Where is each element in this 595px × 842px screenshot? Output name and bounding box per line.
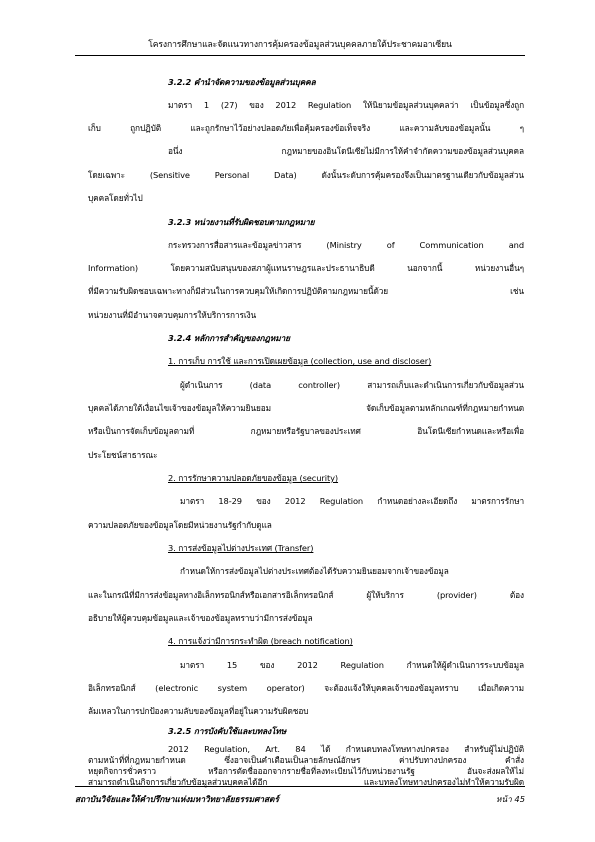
section-heading: 3.2.2 คำนำจัดความของข้อมูลส่วนบุคคล xyxy=(168,77,316,87)
footer-divider xyxy=(75,786,525,787)
paragraph-line: กำหนดให้การส่งข้อมูลไปต่างประเทศต้องได้รับความยินยอมจากเจ้าของข้อมูล xyxy=(180,566,449,576)
paragraph-line: ล้มเหลวในการปกป้องความลับของข้อมูลที่อยู่ในความรับผิดชอบ xyxy=(88,706,309,716)
paragraph-line: หรือเป็นการจัดเก็บข้อมูลตามที่ กฎหมายหรือรัฐบาลของประเทศ อินโดนีเซียกำหนดและหรือเพื่อ xyxy=(88,426,524,436)
paragraph-line: กระทรวงการสื่อสารและข้อมูลข่าวสาร (Ministry of Communication and xyxy=(168,240,524,250)
paragraph-line: และในกรณีที่มีการส่งข้อมูลทางอิเล็กทรอนิกส์หรือเอกสารอิเล็กทรอนิกส์ ผู้ให้บริการ (provider) ต้อง xyxy=(88,590,524,600)
header-title: โครงการศึกษาและจัดแนวทางการคุ้มครองข้อมูลส่วนบุคคลภายใต้ประชาคมอาเซียน xyxy=(148,40,452,50)
paragraph-line: หยุดกิจการชั่วคราว หรือการตัดชื่อออกจากรายชื่อที่ลงทะเบียนไว้กับหน่วยงานรัฐ อันจะส่งผลให้ไม่ xyxy=(88,766,524,776)
paragraph-line: มาตรา 1 (27) ของ 2012 Regulation ให้นิยามข้อมูลส่วนบุคคลว่า เป็นข้อมูลซึ่งถูก xyxy=(168,100,524,110)
paragraph-line: ผู้ดำเนินการ (data controller) สามารถเก็บและดำเนินการเกี่ยวกับข้อมูลส่วน xyxy=(180,380,524,390)
paragraph-line: ที่มีความรับผิดชอบเฉพาะทางก็มีส่วนในการควบคุมให้เกิดการปฏิบัติตามกฎหมายนี้ด้วย เช่น xyxy=(88,286,524,296)
paragraph-line: ตามหน้าที่ที่กฎหมายกำหนด ซึ่งอาจเป็นคำเตือนเป็นลายลักษณ์อักษร ค่าปรับทางปกครอง คำสั่ง xyxy=(88,755,524,765)
section-heading: 3.2.4 หลักการสำคัญของกฎหมาย xyxy=(168,333,290,343)
paragraph-line: เก็บ ถูกปฏิบัติ และถูกรักษาไว้อย่างปลอดภัยเพื่อคุ้มครองข้อเท็จจริง และความลับของข้อมูลนั้น ๆ xyxy=(88,123,524,133)
paragraph-line: มาตรา 15 ของ 2012 Regulation กำหนดให้ผู้ดำเนินการระบบข้อมูล xyxy=(180,660,524,670)
paragraph-line: ความปลอดภัยของข้อมูลโดยมีหน่วยงานรัฐกำกับดูแล xyxy=(88,520,272,530)
paragraph-line: ประโยชน์สาธารณะ xyxy=(88,450,158,460)
paragraph-line: บุคคลโดยทั่วไป xyxy=(88,193,143,203)
paragraph-line: สามารถดำเนินกิจการเกี่ยวกับข้อมูลส่วนบุคคลได้อีก และบทลงโทษทางปกครองไม่ทำให้ความรับผิด xyxy=(88,777,524,787)
paragraph-line: บุคคลได้ภายใต้เงื่อนไขเจ้าของข้อมูลให้ความยินยอม จัดเก็บข้อมูลตามหลักเกณฑ์ที่กฎหมายกำหนด xyxy=(88,403,524,413)
paragraph-line: Information) โดยความสนับสนุนของสภาผู้แทนราษฎรและประธานาธิบดี นอกจากนี้ หน่วยงานอื่นๆ xyxy=(88,263,524,273)
section-heading: 3.2.5 การบังคับใช้และบทลงโทษ xyxy=(168,726,287,736)
header-divider xyxy=(75,55,525,56)
paragraph-line: อธิบายให้ผู้ควบคุมข้อมูลและเจ้าของข้อมูลทราบว่ามีการส่งข้อมูล xyxy=(88,613,313,623)
paragraph-line: มาตรา 18-29 ของ 2012 Regulation กำหนดอย่างละเอียดถึง มาตรการรักษา xyxy=(180,496,524,506)
principle-title: 1. การเก็บ การใช้ และการเปิดเผยข้อมูล (collection, use and discloser) xyxy=(168,356,432,366)
section-heading: 3.2.3 หน่วยงานที่รับผิดชอบตามกฎหมาย xyxy=(168,217,315,227)
paragraph-line: 2012 Regulation, Art. 84 ได้ กำหนดบทลงโทษทางปกครอง สำหรับผู้ไม่ปฏิบัติ xyxy=(168,744,524,754)
paragraph-line: อนึ่ง กฎหมายของอินโดนีเซียไม่มีการให้คำจำกัดความของข้อมูลส่วนบุคคล xyxy=(168,146,524,156)
principle-title: 3. การส่งข้อมูลไปต่างประเทศ (Transfer) xyxy=(168,543,314,553)
page-number: หน้า 45 xyxy=(496,794,525,804)
paragraph-line: อิเล็กทรอนิกส์ (electronic system operator) จะต้องแจ้งให้บุคคลเจ้าของข้อมูลทราบ เมื่อเกิดความ xyxy=(88,683,524,693)
principle-title: 2. การรักษาความปลอดภัยของข้อมูล (security) xyxy=(168,473,339,483)
paragraph-line: หน่วยงานที่มีอำนาจควบคุมการให้บริการการเงิน xyxy=(88,310,257,320)
paragraph-line: โดยเฉพาะ (Sensitive Personal Data) ดังนั้นระดับการคุ้มครองจึงเป็นมาตรฐานเดียวกับข้อมูลส่วน xyxy=(88,170,524,180)
principle-title: 4. การแจ้งว่ามีการกระทำผิด (breach notification) xyxy=(168,636,353,646)
footer-institute: สถาบันวิจัยและให้คำปรึกษาแห่งมหาวิทยาลัยธรรมศาสตร์ xyxy=(75,794,279,804)
